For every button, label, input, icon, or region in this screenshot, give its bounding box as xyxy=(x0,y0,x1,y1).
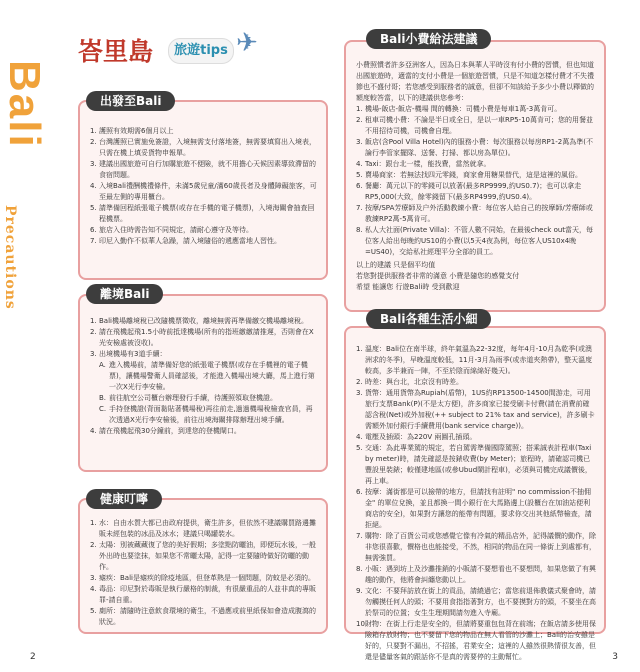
item-number: 3. xyxy=(90,160,97,168)
item-number: 10. xyxy=(356,620,368,628)
item-text: 按摩：滿街都是可以撿帶的地方，但請找有註明" no commission不抽佣金" 的單位兌換，並且都換一間小銀行在大馬路邊上(設櫃台在加油站便利商店的安全)，如果對方讓您的能帶有問題，要求你交出其他紙幣檢查，請拒絕。 xyxy=(365,488,592,529)
page-title xyxy=(78,28,278,76)
item-text: 機場-飯店-飯店-機場 間的轉換：司機小費是每車1萬-3萬肯可。 xyxy=(365,105,562,113)
item-number: 8. xyxy=(356,565,363,573)
tipping-outro xyxy=(356,260,596,293)
item-number: 5. xyxy=(90,204,97,212)
depart-list xyxy=(90,126,318,247)
item-number: C. xyxy=(99,405,107,413)
item-text: 購物：除了百貨公司或您感覺它像有冷氣的精品店外，記得議價的動作，除非您很喜歡，價格也也能接受，不然，相同的物品在同一條街上到處都有，無需強買。 xyxy=(365,532,596,562)
item-number: 7. xyxy=(356,204,363,212)
list-item xyxy=(90,159,318,181)
panel-leave xyxy=(78,294,328,472)
tipping-body xyxy=(356,60,596,293)
list-item xyxy=(90,349,318,360)
item-text: 入境Bali禮酬機禮條件，未滿5歲兒童/滿60歲長者及身體障礙旅客，可至最左側的專用櫃台。 xyxy=(99,182,317,201)
list-item xyxy=(90,606,318,628)
panel-living xyxy=(344,326,606,661)
sidebar xyxy=(0,0,49,672)
list-item xyxy=(356,443,596,487)
list-item xyxy=(356,377,596,388)
item-number: 4. xyxy=(90,182,97,190)
item-text: 財物：在街上行走是安全的，但請將要重包包背在前端；在飯店請多使用保險箱存放財物；也不要留下您的物品在無人看管的沙灘上；Bali的治安雖是好的，只要對不漏出，不招搖，君業安全；這裡的人雖然很熱情很友善，但還是儘量客氣的跟話你不是真的需要停的主動幫忙。 xyxy=(365,620,596,661)
list-item xyxy=(356,564,596,586)
item-text: 飯店(含Pool Villa Hotel)內的服務小費：每次服務以每房RP1-2萬為準(不論行李管家擺隊、送餐、打掃、都以房為單位)。 xyxy=(365,138,593,157)
list-item xyxy=(90,518,318,540)
item-number: 4. xyxy=(356,433,363,441)
header-depart: 出發至Bali xyxy=(86,91,175,111)
sub-list-item xyxy=(90,360,318,393)
item-number: 4. xyxy=(90,427,97,435)
list-item xyxy=(90,203,318,225)
item-text: 賣場商家：若無法找四元零錢，商家會用糖果替代，這是這裡的風俗。 xyxy=(365,171,582,179)
tipping-outro-line: 以上的建議 只是個平均值 xyxy=(356,261,436,269)
item-number: 7. xyxy=(90,237,97,245)
list-item xyxy=(90,426,318,437)
item-number: 6. xyxy=(356,182,363,190)
list-item xyxy=(90,573,318,584)
item-text: 私人大社面(Private Villa)：不管人數不同始，在最後check out當天，每位客人給出每晚約US10的小費(以5天4夜為例，每位客人US10x4晚=US40)，交給私社經理平分全部的員工。 xyxy=(365,226,594,256)
item-text: 建議出國旅遊可自行加購旅遊不便險，就不用擔心天候因素導致滯留的食宿問題。 xyxy=(99,160,316,179)
list-item xyxy=(90,316,318,327)
list-item xyxy=(90,137,318,159)
title-main: 峇里島 xyxy=(78,37,154,66)
item-text: Taxi：跟台北一樣，能找費，當然就拿。 xyxy=(365,160,491,168)
item-number: 1. xyxy=(90,127,97,135)
item-text: 水：自由水質大都已由政府提供，衛生許多，但依然不建議購買路邊攤販未經包裝的冰品及冰水；建議只喝罐裝水。 xyxy=(99,519,316,538)
item-text: 小販：遇到坊上及沙灘推銷的小販請不要想看也不要想問，如果您做了有興趣的動作，他將會糾纏您動以上。 xyxy=(365,565,596,584)
list-item xyxy=(90,327,318,349)
list-item xyxy=(356,159,596,170)
item-number: 5. xyxy=(356,444,363,452)
panel-health xyxy=(78,498,328,634)
tipping-intro: 小費照慣者許多亞洲客人，因為日本與華人平時沒有付小費的習慣，但也知道出國旅遊時，適當的支付小費是一個旅遊習慣，只是不知道怎樣付費才不失禮節也不盛付哥；若您感受到服務者的誠意，但卻不知該給予多少小費以釋做的額度較答當，以下的建議供您參考： xyxy=(356,61,594,102)
item-number: 5. xyxy=(356,171,363,179)
list-item xyxy=(90,181,318,203)
header-tipping: Bali小費給法建議 xyxy=(366,29,491,49)
tipping-outro-line: 希望 能讓您 行遊Bali時 受到歡迎 xyxy=(356,283,460,291)
item-text: 文化：不要拜訪放在街上的貢品，請繞過它；當您前退佈教儀式聚會時，請勿觸摸任何人的頭；不要用食指指著對方，也不要摸對方的頭，不要坐在高於祭司的位置；女生生理期間請勿進入寺廟。 xyxy=(365,587,596,617)
item-text: 按摩/SPA芳療師及户外活動教練小費：每位客人給自己的按摩師/芳療師或教練RP2萬-5萬肯可。 xyxy=(365,204,593,223)
list-item xyxy=(90,126,318,137)
item-text: 電壓及插頭：為220V 兩圓孔插頭。 xyxy=(365,433,477,441)
item-number: 3. xyxy=(356,389,363,397)
header-health: 健康叮嚀 xyxy=(86,489,162,509)
item-text: 旅店入住時需告知不同規定，請耐心遵守及等待。 xyxy=(99,226,253,234)
item-number: 3. xyxy=(90,574,97,582)
sub-list-item xyxy=(90,404,318,426)
item-number: 1. xyxy=(356,105,363,113)
sub-list-item xyxy=(90,393,318,404)
sidebar-subtitle: Precautions xyxy=(2,205,18,310)
item-text: 租車司機小費：不論是半日或全日，是以一車RP5-10萬肯可；您的用餐並不用招待司機，司機會自理。 xyxy=(365,116,593,135)
item-number: 2. xyxy=(356,116,363,124)
item-number: 2. xyxy=(356,378,363,386)
living-list xyxy=(356,344,596,663)
item-number: 9. xyxy=(356,587,363,595)
item-text: 交通：為此專業駕的規定，若自駕需準備國際駕照；搭乘誠表計程車(Taxi by meter)時，請先確認是按錶收費(by Meter)；旅程時，請確認司機已豐設里裝錶；較僅建地區(或參Ubud鬧計程車)，必須與司機完成議價後，再上車。 xyxy=(365,444,592,485)
item-number: 1. xyxy=(356,345,363,353)
list-item xyxy=(356,487,596,531)
sidebar-title: Bali xyxy=(0,60,49,149)
item-number: 5. xyxy=(90,607,97,615)
panel-depart xyxy=(78,100,328,280)
item-text: 餐廳：萬元以下的零錢可以放著(最多RP9999,約US0.7)；也可以拿走RP5,000(大致，餘零錢留下(最多RP4999,約US0.4)。 xyxy=(365,182,582,201)
item-text: 太陽：別被藏藏復了您的美好假期；多塗點防曬油，即便玩水後，一般外出時也要塗抹，如果您不常曬太陽，記得一定要隨時做好防曬的動作。 xyxy=(99,541,316,571)
item-number: 6. xyxy=(356,488,363,496)
item-number: A. xyxy=(99,361,106,369)
item-text: 手持登機證(背面黏貼著機場稅)再往前走,過過機場稅檢查官員，再次透過X光行李安檢後，前往出境海關排隊辦理出境手續。 xyxy=(109,405,313,424)
page-number-left: 2 xyxy=(30,652,36,662)
header-living: Bali各種生活小細 xyxy=(366,309,491,329)
item-text: 時差：與台北，北京沒有時差。 xyxy=(365,378,463,386)
list-item xyxy=(356,388,596,432)
list-item xyxy=(90,225,318,236)
item-number: 4. xyxy=(90,585,97,593)
list-item xyxy=(356,586,596,619)
item-text: 瘧疾：Bali是瘧疾的除疫地區，但登革熱是一個問題，防蚊是必須的。 xyxy=(99,574,315,582)
list-item xyxy=(356,137,596,159)
item-number: 2. xyxy=(90,328,97,336)
list-item xyxy=(356,104,596,115)
item-text: 溫度：Bali位在南半球，終年氣溫為22-32度，每年4月-10月為乾季(或澳洲求的冬季)，早晚溫度較低，11月-3月為雨季(或赤道夾熱帶)，整天溫度較高，多半兼而一陣，不至於陰而綿綿好幾天)。 xyxy=(365,345,593,375)
item-text: 印尼入勤作不似華人急躁，請入境隨俗的遞應當地人習性。 xyxy=(99,237,281,245)
list-item xyxy=(356,344,596,377)
item-text: 貨幣：通用貨幣為Rupiah(盾幣)，1US約RP13500-14500間游走，可用旅行支票Bank(P)(不是太方便)，許多商家已接受刷卡付費(請在消費前確認含稅(Net)或外加稅(++ subject to 21% tax and service)，許多刷卡需額外加付銀行手續費用(bank service charge))。 xyxy=(365,389,595,430)
item-text: 毒品：印尼對於毒販是執行嚴格的制裁，有很嚴重品的人並非真的專販罪-請自重。 xyxy=(99,585,316,604)
item-number: B. xyxy=(99,394,107,402)
item-text: 台灣護照已實施免簽證，入境無需支付落地簽，無需要填寫出入境表，只需在機上填妥貨物申報單。 xyxy=(99,138,316,157)
item-text: 廁所：請隨時注意飲食環境的衛生，不過應或前里紙保如會造成腹瀉的狀況。 xyxy=(99,607,316,626)
item-number: 1. xyxy=(90,519,97,527)
item-text: Bali機場離境稅已改隨機票徵收，離境無需再準備繳交機場離境稅。 xyxy=(99,317,308,325)
panel-tipping xyxy=(344,40,606,312)
list-item xyxy=(356,432,596,443)
list-item xyxy=(356,181,596,203)
list-item xyxy=(356,531,596,564)
header-leave: 離境Bali xyxy=(86,284,163,304)
item-number: 8. xyxy=(356,226,363,234)
list-item xyxy=(356,170,596,181)
item-number: 2. xyxy=(90,541,97,549)
tips-badge: 旅遊tips xyxy=(168,38,234,64)
item-text: 前往航空公司櫃台辦理發行手續，待護照領取登機證。 xyxy=(109,394,277,402)
item-number: 1. xyxy=(90,317,97,325)
list-item xyxy=(90,584,318,606)
item-text: 請在飛機起飛1.5小時前抵達機場(所有的指班繳繳請推遲，否則會在X光安檢處被沒收)。 xyxy=(99,328,314,347)
item-number: 4. xyxy=(356,160,363,168)
item-number: 3. xyxy=(90,350,97,358)
page-number-right: 3 xyxy=(612,652,618,662)
tipping-outro-line: 若您對提供服務者非常的滿意 小費是隨您的感覺支付 xyxy=(356,272,520,280)
health-list xyxy=(90,518,318,628)
list-item xyxy=(356,225,596,258)
list-item xyxy=(90,540,318,573)
leave-list xyxy=(90,316,318,437)
item-text: 請準備回程紙張電子機票(或存在手機的電子機票)，入境海關會抽查回程機票。 xyxy=(99,204,315,223)
item-text: 出境機場有3道手續： xyxy=(99,350,167,358)
item-text: 進入機場前，請準備好您的紙張電子機票(或存在手機裡的電子機票)，讓機場警衛人員確認後，才能進入機場出境大廳，馬上進行第一次X光行李安檢。 xyxy=(109,361,315,391)
list-item xyxy=(356,115,596,137)
list-item xyxy=(356,619,596,663)
airplane-icon: ✈ xyxy=(236,28,258,58)
list-item xyxy=(356,203,596,225)
item-number: 7. xyxy=(356,532,363,540)
list-item xyxy=(90,236,318,247)
tipping-list xyxy=(356,104,596,258)
item-number: 6. xyxy=(90,226,97,234)
item-number: 2. xyxy=(90,138,97,146)
item-text: 請在飛機起飛30分鐘前，到達您的登機閘口。 xyxy=(99,427,241,435)
item-number: 3. xyxy=(356,138,363,146)
item-text: 護照有效期需6個月以上 xyxy=(99,127,174,135)
